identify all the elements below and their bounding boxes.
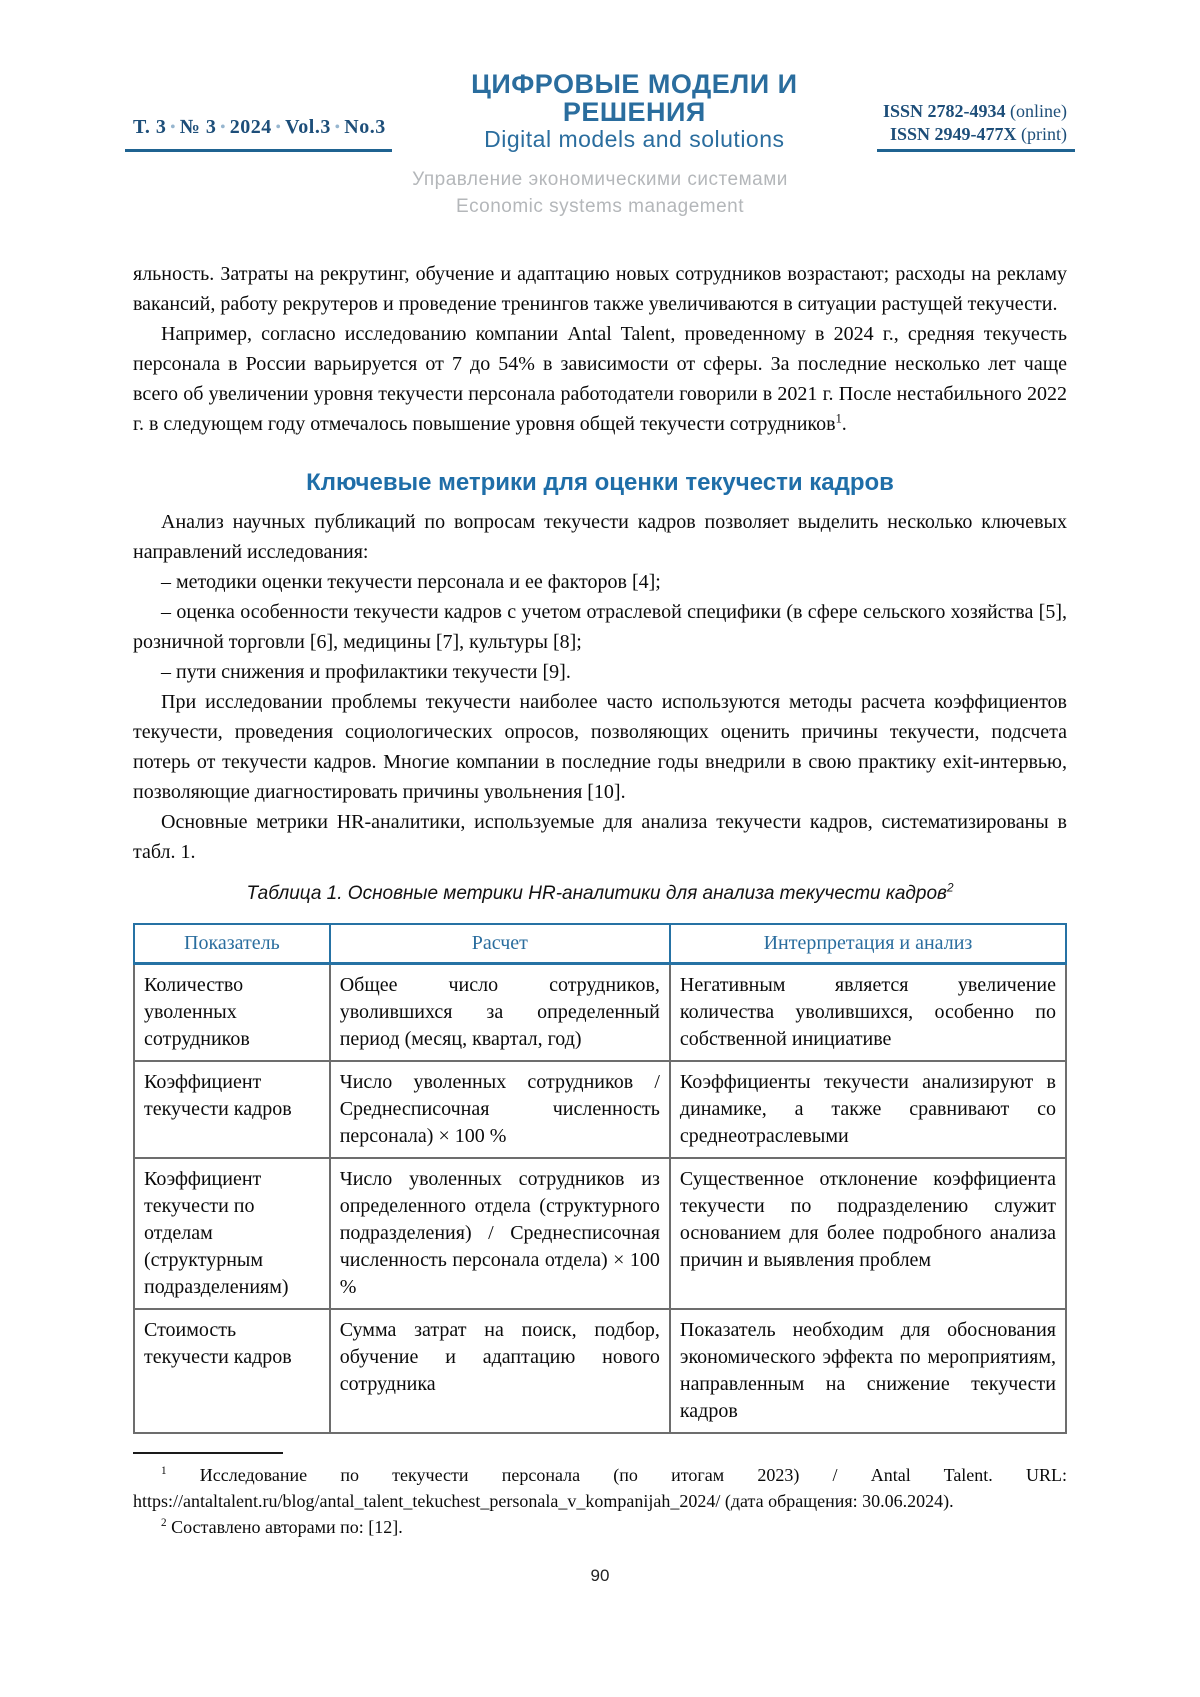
table-cell: Общее число сотрудников, уволившихся за определенный период (месяц, квартал, год) (330, 963, 670, 1061)
footnote-2: $^2$ Составлено авторами по: [12]. (161, 1516, 403, 1537)
table-cell: Число уволенных сотрудников / Среднесписочная численность персонала) × 100 % (330, 1061, 670, 1158)
column-header-interpretation: Интерпретация и анализ (670, 924, 1066, 964)
table-cell: Сумма затрат на поиск, подбор, обучение и адаптацию нового сотрудника (330, 1309, 670, 1433)
body-paragraph-4: При исследовании проблемы текучести наиболее часто используются методы расчета коэффициентов текучести, проведения социологических опросов, позволяющих оценить причины текучести, подсчета потерь от текучести кадров. Многие компании в последние годы внедрили в свою практику exit-интервью, позволяющие диагностировать причины увольнения [10]. (133, 690, 1067, 803)
volume-en: Vol.3 (285, 115, 331, 138)
volume-info (133, 116, 386, 152)
table-cell: Число уволенных сотрудников из определенного отдела (структурного подразделения) / Среднесписочная численность персонала отдела) × 100 % (330, 1158, 670, 1309)
table-row (134, 1158, 1066, 1309)
table-cell: Стоимость текучести кадров (134, 1309, 330, 1433)
footnote-ref-2: 2 (946, 881, 954, 895)
bullet-item-2: – оценка особенности текучести кадров с учетом отраслевой специфики (в сфере сельского хозяйства [5], розничной торговли [6], медицины [7], культуры [8]; (133, 600, 1067, 653)
table-caption: Таблица 1. Основные метрики HR-аналитики для анализа текучести кадров$^2$ (246, 881, 954, 904)
column-header-indicator: Показатель (134, 924, 330, 964)
table-cell: Количество уволенных сотрудников (134, 963, 330, 1061)
table-cell: Негативным является увеличение количества уволившихся, особенно по собственной инициативе (670, 963, 1066, 1061)
issn-print: ISSN 2949-477X (print) (889, 124, 1067, 145)
page-header (133, 70, 1067, 221)
masthead (133, 70, 1067, 152)
table-header-row (134, 924, 1066, 964)
footnote-separator (133, 1452, 283, 1454)
bullet-item-1: – методики оценки текучести персонала и ее факторов [4]; (161, 570, 661, 593)
section-heading: Ключевые метрики для оценки текучести кадров (306, 468, 894, 496)
footnote-1: $^1$ Исследование по текучести персонала (по итогам 2023) / Antal Talent. URL: https://antaltalent.ru/blog/antal_talent_tekuchest_personala_v_kompanijah_2024/ (дата обращения: 30.06.2024). (133, 1464, 1067, 1511)
year: 2024 (229, 115, 272, 138)
footnote-ref-1: 1 (835, 411, 842, 426)
table-cell: Существенное отклонение коэффициента текучести по подразделению служит основанием для более подробного анализа причин и выявления проблем (670, 1158, 1066, 1309)
table-cell: Коэффициент текучести кадров (134, 1061, 330, 1158)
bullet-item-3: – пути снижения и профилактики текучести [9]. (161, 660, 571, 683)
table-cell: Показатель необходим для обоснования экономического эффекта по мероприятиям, направленным на снижение текучести кадров (670, 1309, 1066, 1433)
table-cell: Коэффициенты текучести анализируют в динамике, а также сравнивают со среднеотраслевыми (670, 1061, 1066, 1158)
body-paragraph-1: яльность. Затраты на рекрутинг, обучение и адаптацию новых сотрудников возрастают; расходы на рекламу вакансий, работу рекрутеров и проведение тренингов также увеличиваются в ситуации растущей текучести. (133, 262, 1067, 315)
journal-title (392, 70, 877, 152)
metrics-table (133, 923, 1067, 1434)
issue-en: No.3 (344, 115, 386, 138)
table-cell: Коэффициент текучести по отделам (структурным подразделениям) (134, 1158, 330, 1309)
separator-dot: • (275, 119, 282, 135)
journal-section (133, 166, 1067, 221)
table-row (134, 1309, 1066, 1433)
issn-online: ISSN 2782-4934 (online) (882, 101, 1067, 122)
journal-title-ru: ЦИФРОВЫЕ МОДЕЛИ И РЕШЕНИЯ (471, 69, 798, 128)
issue-ru: № 3 (179, 115, 217, 138)
volume-ru: Т. 3 (133, 115, 167, 138)
journal-title-en: Digital models and solutions (484, 125, 785, 152)
page-number: 90 (590, 1565, 610, 1585)
article-body (133, 259, 1067, 1434)
body-paragraph-5: Основные метрики HR-аналитики, используемые для анализа текучести кадров, систематизированы в табл. 1. (133, 810, 1067, 863)
table-row (134, 1061, 1066, 1158)
separator-dot: • (170, 119, 176, 135)
separator-dot: • (334, 119, 341, 135)
page-footer (133, 1452, 1067, 1586)
column-header-calculation: Расчет (330, 924, 670, 964)
body-paragraph-2: Например, согласно исследованию компании Antal Talent, проведенному в 2024 г., средняя текучесть персонала в России варьируется от 7 до 54% в зависимости от сферы. За последние несколько лет чаще всего об увеличении уровня текучести персонала работодатели говорили в 2021 г. После нестабильного 2022 г. в следующем году отмечалось повышение уровня общей текучести сотрудников$^1$. (133, 322, 1067, 435)
journal-section-en: Economic systems management (455, 196, 745, 218)
journal-section-ru: Управление экономическими системами (412, 168, 788, 190)
body-paragraph-3: Анализ научных публикаций по вопросам текучести кадров позволяет выделить несколько ключевых направлений исследования: (133, 510, 1067, 563)
table-row (134, 963, 1066, 1061)
separator-dot: • (220, 119, 226, 135)
issn-info (883, 100, 1067, 152)
